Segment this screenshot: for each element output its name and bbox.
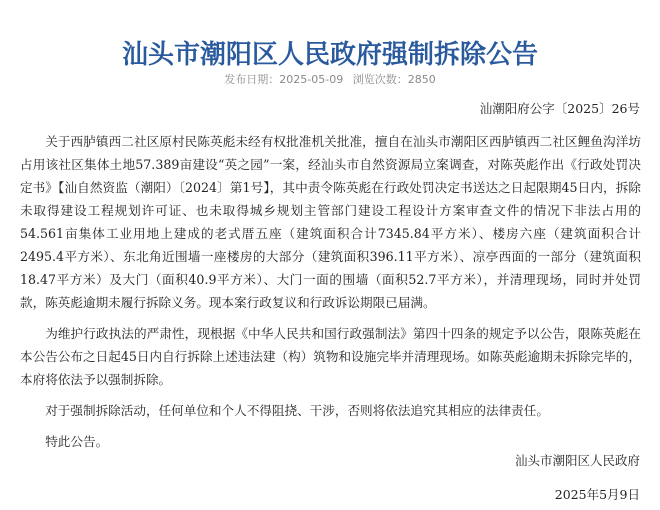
paragraph-closing: 特此公告。	[45, 434, 109, 449]
paragraph-demolition-order: 为维护行政执法的严肃性，现根据《中华人民共和国行政强制法》第四十四条的规定予以公告，限陈英彪在本公告公布之日起45日内自行拆除上述违法建（构）筑物和设施完毕并清理现场。如陈英彪逾期未拆除完毕的，本府将依法予以强制拆除。	[20, 326, 641, 387]
signature-date: 2025年5月9日	[554, 487, 640, 502]
signature-organization: 汕头市潮阳区人民政府	[514, 453, 640, 468]
document-number: 汕潮阳府公字〔2025〕26号	[479, 101, 640, 116]
article-meta	[0, 72, 660, 88]
paragraph-case-background: 关于西胪镇西二社区原村民陈英彪未经有权批准机关批准，擅自在汕头市潮阳区西胪镇西二社区鲤鱼沟洋坊占用该社区集体土地57.389亩建设“英之园”一案，经汕头市自然资源局立案调查，对陈英彪作出《行政处罚决定书》【汕自然资监（潮阳）〔2024〕第1号】，其中责令陈英彪在行政处罚决定书送达之日起限期45日内，拆除未取得建设工程规划许可证、也未取得城乡规划主管部门建设工程设计方案审查文件的情况下非法占用的54.561亩集体工业用地上建成的老式厝五座（建筑面积合计7345.84平方米）、楼房六座（建筑面积合计2495.4平方米）、东北角近围墙一座楼房的大部分（建筑面积396.11平方米）、凉亭西面的一部分（建筑面积18.47平方米）及大门（面积40.9平方米）、大门一面的围墙（面积52.7平方米），并清理现场，同时并处罚款，陈英彪逾期未履行拆除义务。现本案行政复议和行政诉讼期限已届满。	[20, 134, 641, 310]
signature-block	[515, 452, 640, 504]
page-title: 汕头市潮阳区人民政府强制拆除公告	[121, 40, 538, 71]
article-body	[20, 130, 641, 463]
view-count: 浏览次数：2850	[352, 73, 436, 86]
paragraph-warning: 对于强制拆除活动，任何单位和个人不得阻挠、干涉，否则将依法追究其相应的法律责任。	[45, 403, 549, 418]
publish-date: 发布日期：2025-05-09	[224, 73, 344, 86]
